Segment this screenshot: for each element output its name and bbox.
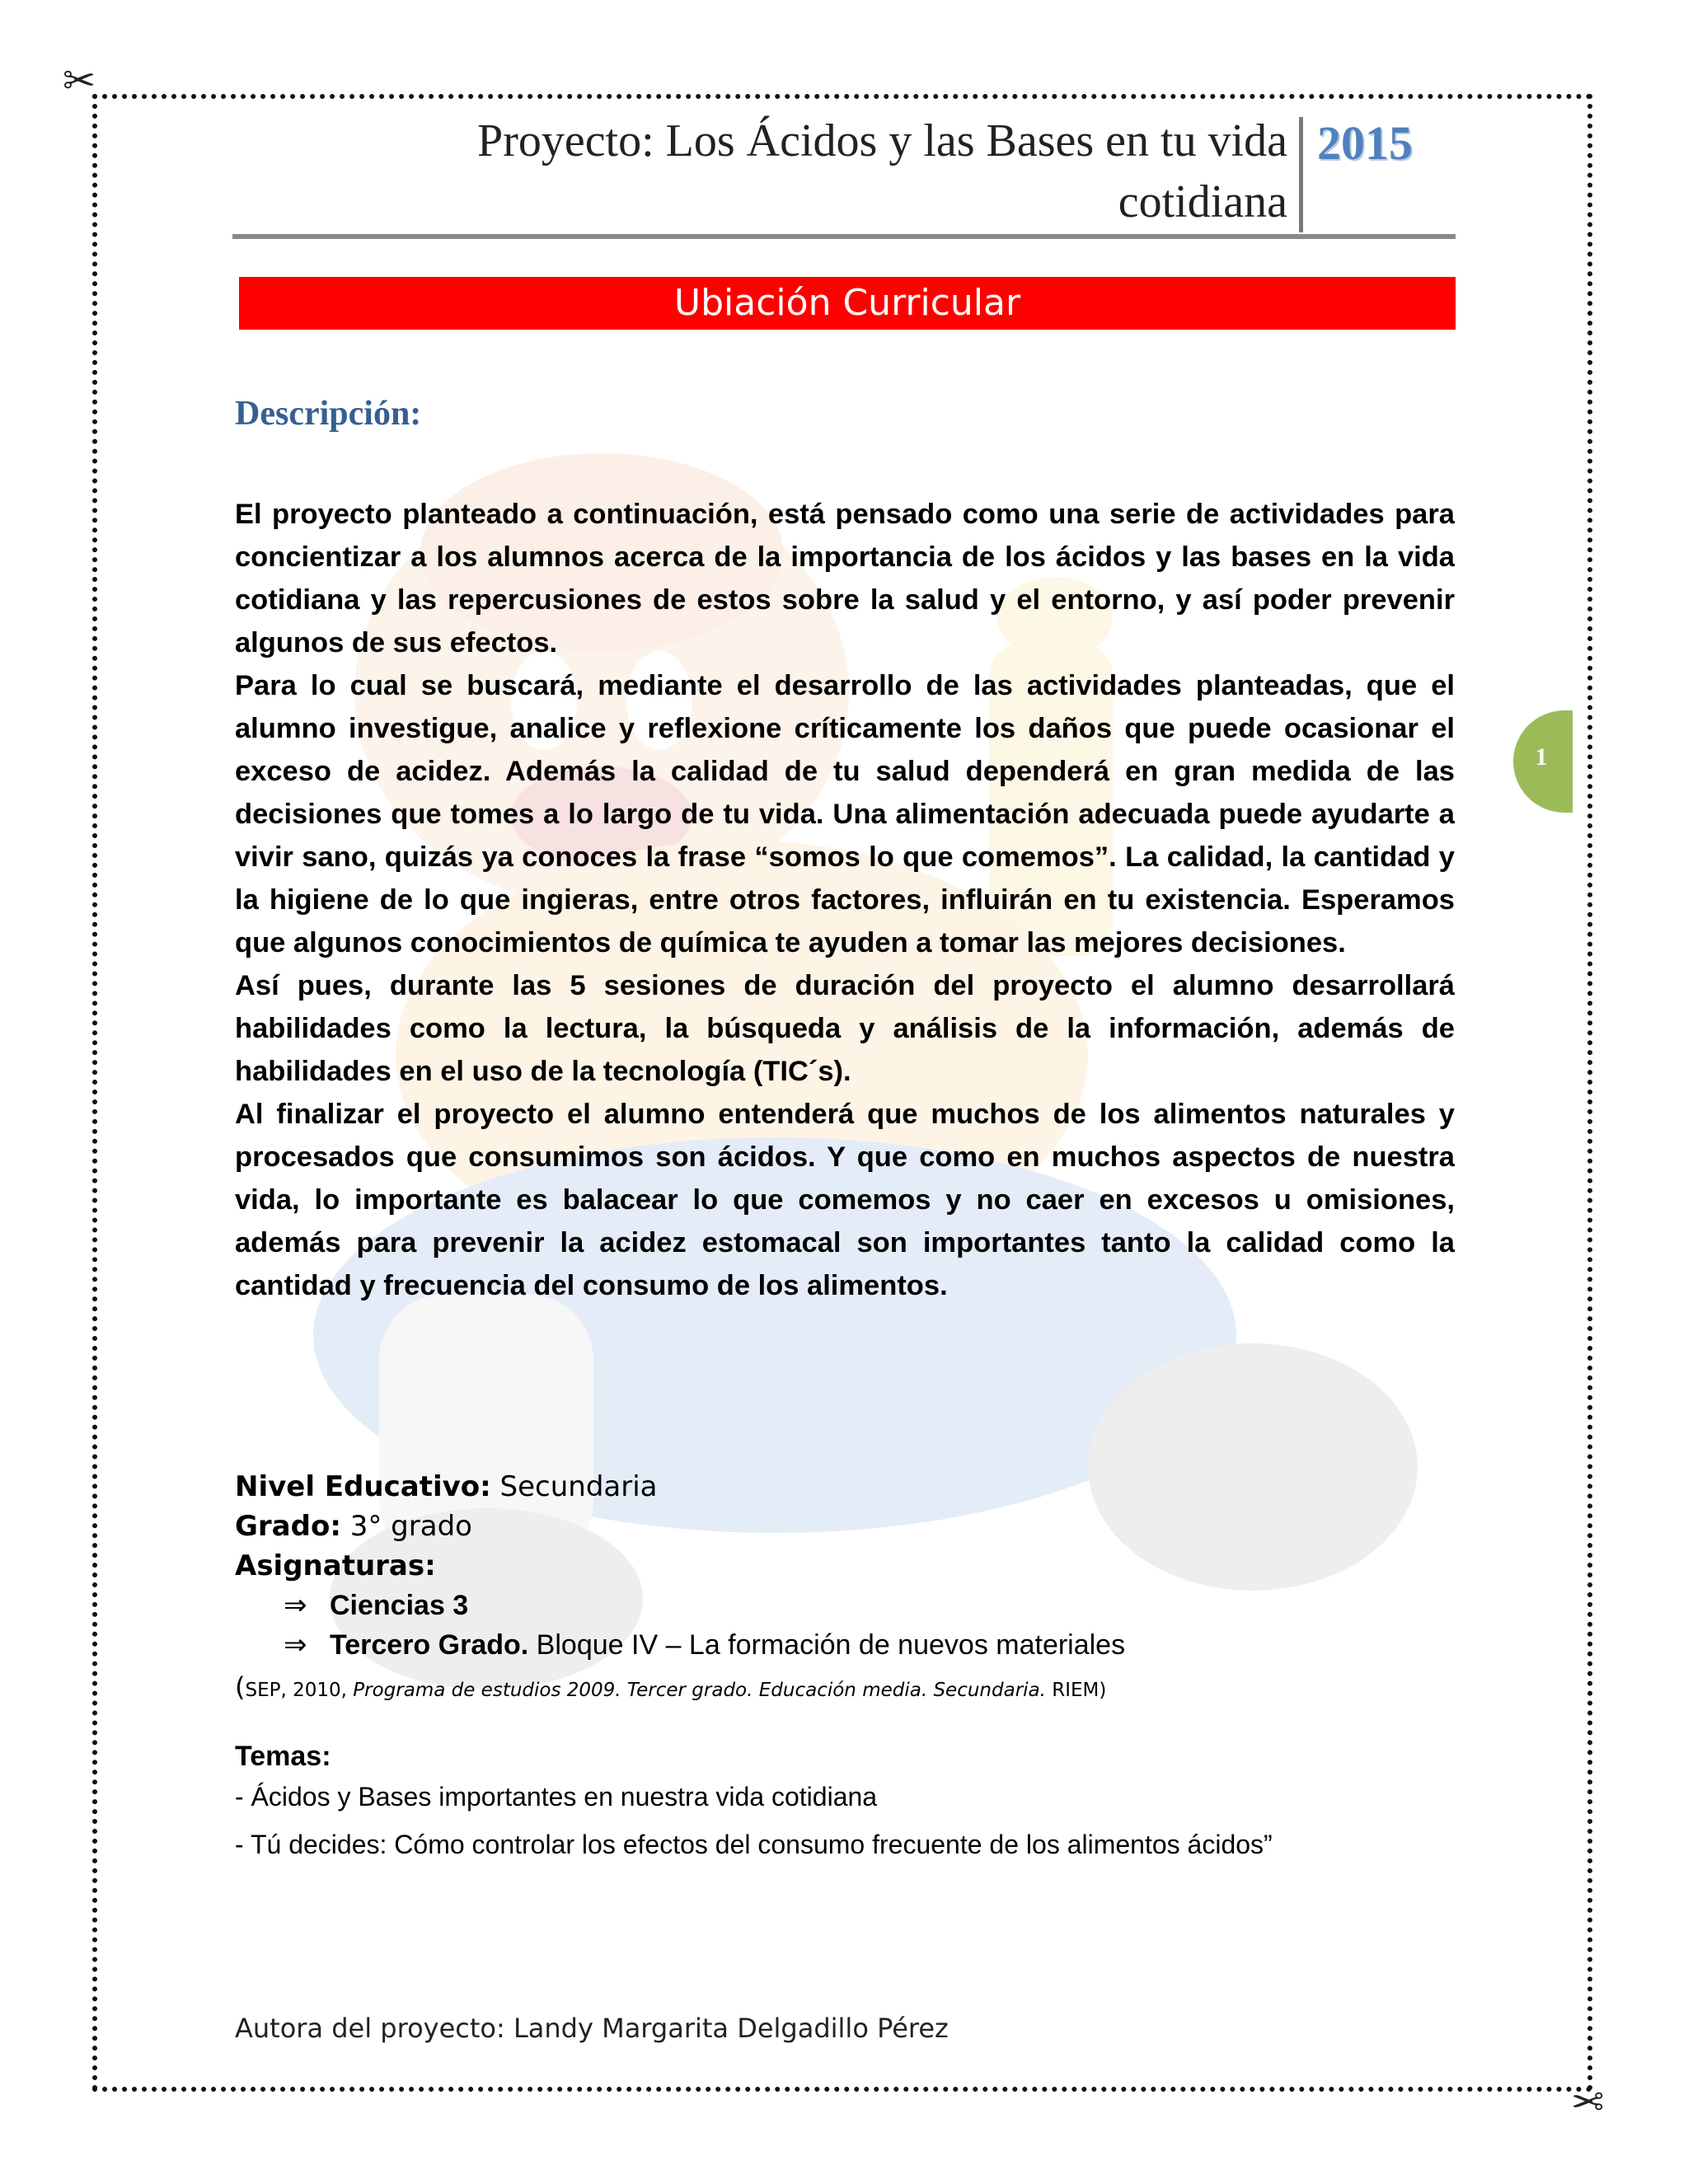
subject-item (284, 1589, 468, 1622)
header-year: 2015 (1317, 116, 1413, 170)
author-line: Autora del proyecto: Landy Margarita Delgadillo Pérez (235, 2013, 949, 2044)
scissors-icon: ✂ (63, 58, 96, 104)
citation (235, 1671, 1106, 1703)
header-divider (1299, 117, 1303, 232)
description-paragraph: El proyecto planteado a continuación, está pensado como una serie de actividades para concientizar a los alumnos acerca de la importancia de los ácidos y las bases en la vida cotidiana y las repercusiones de estos sobre la salud y el entorno, y así poder prevenir algunos de sus efectos. (235, 499, 1455, 658)
citation-source: SEP, 2010, (245, 1680, 354, 1701)
temas-label (235, 1741, 331, 1773)
citation-title: Programa de estudios 2009. Tercer grado. Educación media. Secundaria. (353, 1680, 1046, 1701)
nivel-value: Secundaria (490, 1470, 658, 1503)
arrow-icon: ⇒ (284, 1629, 307, 1661)
citation-paren: ( (235, 1671, 246, 1703)
subject-name: Ciencias 3 (330, 1590, 469, 1621)
grado-line (235, 1510, 472, 1543)
tema-item: - Ácidos y Bases importantes en nuestra vida cotidiana (235, 1782, 878, 1811)
nivel-label: Nivel Educativo: (235, 1470, 491, 1503)
subject-detail: Bloque IV – La formación de nuevos materiales (528, 1629, 1126, 1661)
nivel-educativo-line (235, 1470, 658, 1503)
section-heading: Descripción: (235, 395, 422, 433)
grado-value: 3° grado (340, 1510, 472, 1543)
document-header-title (247, 110, 1287, 232)
asignaturas-line (235, 1549, 436, 1582)
description-body (235, 493, 1455, 1307)
temas-label-text: Temas: (235, 1741, 331, 1772)
tema-item: - Tú decides: Cómo controlar los efectos del consumo frecuente de los alimentos ácidos” (235, 1830, 1273, 1859)
header-title-line: cotidiana (1118, 176, 1287, 227)
scissors-icon: ✂ (1571, 2077, 1605, 2123)
description-paragraph: Así pues, durante las 5 sesiones de duración del proyecto el alumno desarrollará habilidades como la lectura, la búsqueda y análisis de la información, además de habilidades en el uso de la tecnología (TIC´s). (235, 970, 1455, 1087)
header-title-line: Proyecto: Los Ácidos y las Bases en tu vida (477, 115, 1287, 166)
header-rule (232, 234, 1456, 239)
description-paragraph: Al finalizar el proyecto el alumno entenderá que muchos de los alimentos naturales y procesados que consumimos son ácidos. Y que como en muchos aspectos de nuestra vida, lo importante es balacear lo que comemos y no caer en excesos u omisiones, además para prevenir la acidez estomacal son importantes tanto la calidad como la cantidad y frecuencia del consumo de los alimentos. (235, 1099, 1455, 1301)
arrow-icon: ⇒ (284, 1589, 307, 1622)
section-banner: Ubiación Curricular (239, 277, 1456, 330)
page-number: 1 (1535, 743, 1548, 771)
asignaturas-label: Asignaturas: (235, 1549, 436, 1582)
description-paragraph: Para lo cual se buscará, mediante el desarrollo de las actividades planteadas, que el alumno investigue, analice y reflexione críticamente los daños que puede ocasionar el exceso de acidez. Además la calidad de tu salud dependerá en gran medida de las decisiones que tomes a lo largo de tu vida. Una alimentación adecuada puede ayudarte a vivir sano, quizás ya conoces la frase “somos lo que comemos”. La calidad, la cantidad y la higiene de lo que ingieras, entre otros factores, influirán en tu existencia. Esperamos que algunos conocimientos de química te ayuden a tomar las mejores decisiones. (235, 670, 1455, 958)
subject-item (284, 1629, 1125, 1661)
grado-label: Grado: (235, 1510, 341, 1543)
subject-name: Tercero Grado. (330, 1629, 529, 1661)
citation-end: RIEM) (1045, 1680, 1107, 1701)
